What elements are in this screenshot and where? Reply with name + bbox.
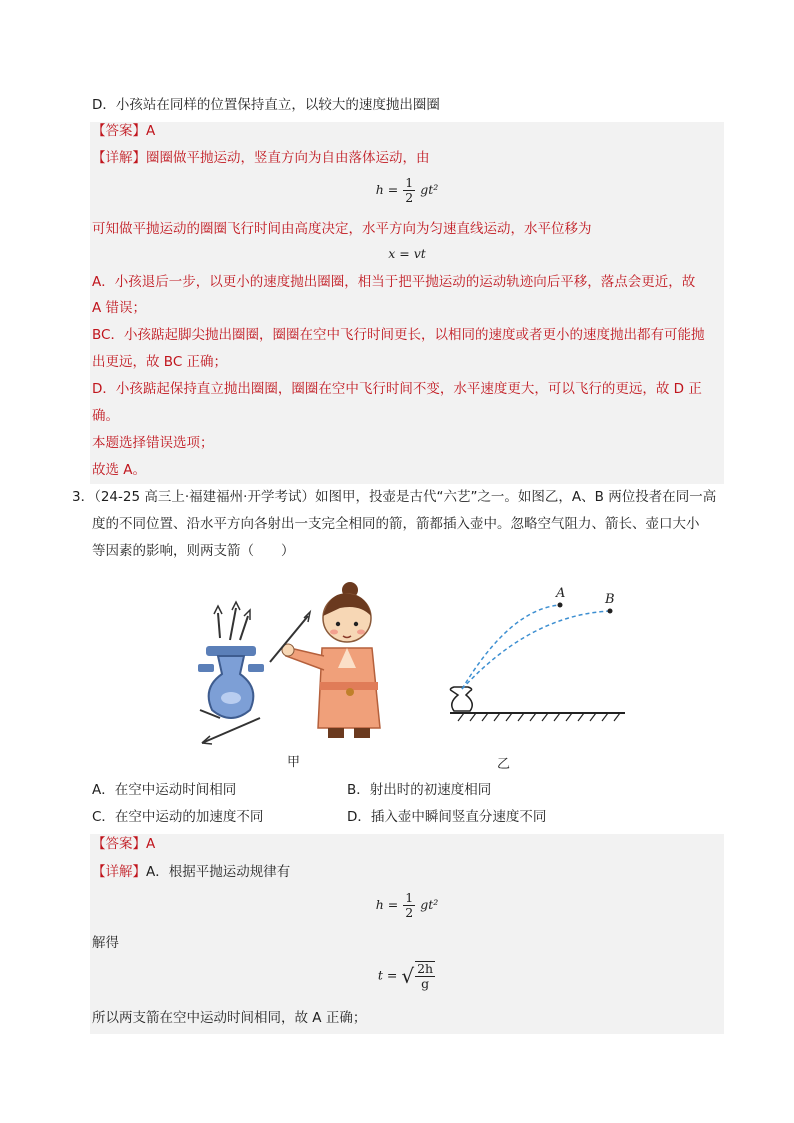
q3-answer-line <box>92 834 155 854</box>
option-a[interactable]: A．在空中运动时间相同 <box>92 782 237 798</box>
pot-outline-icon <box>450 687 472 711</box>
label-b: B <box>605 592 615 607</box>
prev-d-line-2: 确。 <box>92 408 119 424</box>
prev-answer-line <box>92 121 155 141</box>
option-b[interactable]: B．射出时的初速度相同 <box>347 782 492 798</box>
question-number: 3． <box>72 489 95 505</box>
answer-tag: 【答案】 <box>92 836 146 852</box>
answer-value: A <box>146 836 156 852</box>
q3-line-2: 度的不同位置、沿水平方向各射出一支完全相同的箭，箭都插入壶中。忽略空气阻力、箭长、壶口大小 <box>92 516 700 532</box>
prev-a-line-1: A．小孩退后一步，以更小的速度抛出圈圈，相当于把平抛运动的运动轨迹向后平移，落点会更近，故 <box>92 274 696 290</box>
q3-solve: 解得 <box>92 935 119 951</box>
prev-line-after-eq1: 可知做平抛运动的圈圈飞行时间由高度决定，水平方向为匀速直线运动，水平位移为 <box>92 221 592 237</box>
caption-jia: 甲 <box>287 755 301 770</box>
q3-equation-t: t = √ $\frac{2h}{g}$ <box>377 961 434 991</box>
label-a: A <box>556 586 566 601</box>
prev-d-line-1: D．小孩踮起保持直立抛出圈圈，圈圈在空中飞行时间不变，水平速度更大，可以飞行的更远，故 D 正 <box>92 381 702 397</box>
q3-equation-h: h = $\frac{1}{2}$ gt² <box>375 890 439 920</box>
prev-equation-h: h = $\frac{1}{2}$ gt² <box>375 175 439 205</box>
fraction-half: $\frac{1}{2}$ <box>405 175 414 205</box>
prev-a-line-2: A 错误； <box>92 300 147 316</box>
fraction-half: $\frac{1}{2}$ <box>405 890 414 920</box>
option-c[interactable]: C．在空中运动的加速度不同 <box>92 809 264 825</box>
trajectory-b <box>462 611 610 689</box>
prev-option-d: D．小孩站在同样的位置保持直立，以较大的速度抛出圈圈 <box>92 97 440 113</box>
pot-icon <box>198 602 264 718</box>
prev-bc-line-1: BC．小孩踮起脚尖抛出圈圈，圈圈在空中飞行时间更长，以相同的速度或者更小的速度抛出都有可能抛 <box>92 327 705 343</box>
detail-tag: 【详解】 <box>92 150 146 166</box>
prev-bc-line-2: 出更远，故 BC 正确； <box>92 354 228 370</box>
archer-person-icon <box>270 582 380 738</box>
sqrt-symbol: √ <box>401 964 415 988</box>
figure-yi-diagram <box>440 585 635 725</box>
prev-choose: 故选 A。 <box>92 462 147 478</box>
prev-choose-wrong: 本题选择错误选项； <box>92 435 214 451</box>
q3-line-1: 3．（24-25 高三上·福建福州·开学考试）如图甲，投壶是古代“六艺”之一。如图乙，A、B 两位投者在同一高 <box>72 489 717 505</box>
detail-intro: 圈圈做平抛运动，竖直方向为自由落体运动，由 <box>146 150 430 166</box>
trajectory-a <box>462 605 560 689</box>
detail-tag: 【详解】 <box>92 864 146 880</box>
point-b <box>608 609 613 614</box>
q3-detail-line <box>92 862 290 882</box>
prev-equation-x: x = vt <box>388 246 426 261</box>
caption-yi: 乙 <box>497 757 511 772</box>
option-d[interactable]: D．插入壶中瞬间竖直分速度不同 <box>347 809 547 825</box>
q3-line-3: 等因素的影响，则两支箭（ ） <box>92 543 295 559</box>
prev-detail-line <box>92 148 430 168</box>
answer-tag: 【答案】 <box>92 123 146 139</box>
figure-jia-illustration <box>190 578 390 748</box>
q3-conclusion: 所以两支箭在空中运动时间相同，故 A 正确； <box>92 1010 367 1026</box>
point-a <box>558 603 563 608</box>
detail-intro: A．根据平抛运动规律有 <box>146 864 291 880</box>
answer-value: A <box>146 123 156 139</box>
fraction-2h-over-g: $\frac{2h}{g}$ <box>417 961 434 991</box>
